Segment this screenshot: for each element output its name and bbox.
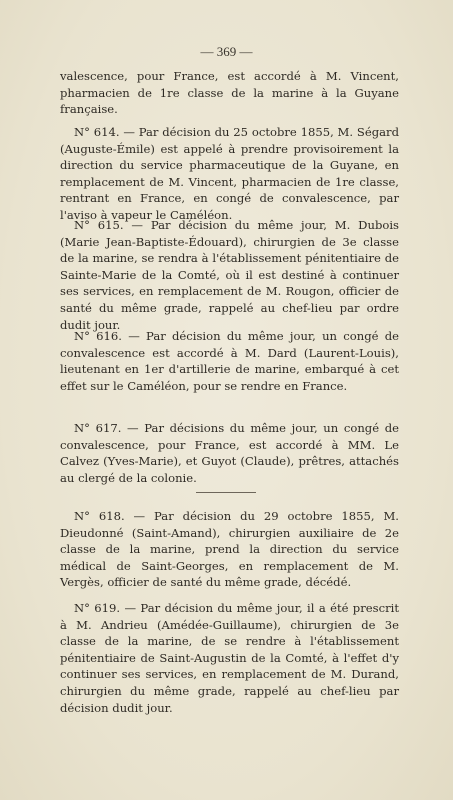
continuation-paragraph (60, 68, 399, 118)
page-number: — 369 — (200, 44, 253, 59)
paragraph-number: N° 619. (74, 601, 121, 615)
paragraph-text: — Par décision du même jour, M. Dubois (Marie Jean-Baptiste-Édouard), chirurgien de 3e classe de la marine, se rendra à l'établissement pénitentiaire de Sainte-Marie de la Comté, où il est destiné à continuer ses services, en remplacement de M. Rougon, officier de santé du même grade, rappelé au chef-lieu par ordre dudit jour. (60, 218, 400, 332)
paragraph-number: N° 617. (74, 421, 122, 435)
paragraph-number: N° 615. (74, 218, 124, 232)
paragraph-text: — Par décision du 25 octobre 1855, M. Ségard (Auguste-Émile) est appelé à prendre provisoirement la direction du service pharmaceutique de la Guyane, en remplacement de M. Vincent, pharmacien de 1re classe, rentrant en France, en congé de convalescence, par l'aviso à vapeur le Caméléon. (60, 125, 399, 222)
paragraph-text: — Par décision du même jour, un congé de convalescence est accordé à M. Dard (Laurent-Louis), lieutenant en 1er d'artillerie de marine, embarqué à cet effet sur le Caméléon, pour se rendre en France. (60, 329, 399, 393)
paragraph-number: N° 616. (74, 329, 122, 343)
paragraph-text: — Par décision du 29 octobre 1855, M. Dieudonné (Saint-Amand), chirurgien auxiliaire de 2e classe de la marine, prend la direction du service médical de Saint-Georges, en remplacement de M. Vergès, officier de santé du même grade, décédé. (60, 509, 399, 590)
paragraph-text: — Par décision du même jour, il a été prescrit à M. Andrieu (Amédée-Guillaume), chirurgien de 3e classe de la marine, de se rendre à l'établissement pénitentiaire de Saint-Augustin de la Comté, à l'effet d'y continuer ses services, en remplacement de M. Durand, chirurgien du même grade, rappelé au chef-lieu par décision dudit jour. (60, 601, 399, 715)
paragraph-618 (60, 508, 399, 591)
paragraph-617 (60, 420, 399, 486)
paragraph-619 (60, 600, 399, 716)
paragraph-615 (60, 217, 399, 333)
paragraph-number: N° 618. (74, 509, 125, 523)
paragraph-614 (60, 124, 399, 224)
section-divider (196, 492, 256, 493)
paragraph-text: — Par décisions du même jour, un congé de convalescence, pour France, est accordé à MM. Le Calvez (Yves-Marie), et Guyot (Claude), prêtres, attachés au clergé de la colonie. (60, 421, 399, 485)
paragraph-616 (60, 328, 399, 394)
paragraph-text: valescence, pour France, est accordé à M. Vincent, pharmacien de 1re classe de la marine à la Guyane française. (60, 69, 399, 117)
paragraph-number: N° 614. (74, 125, 120, 139)
